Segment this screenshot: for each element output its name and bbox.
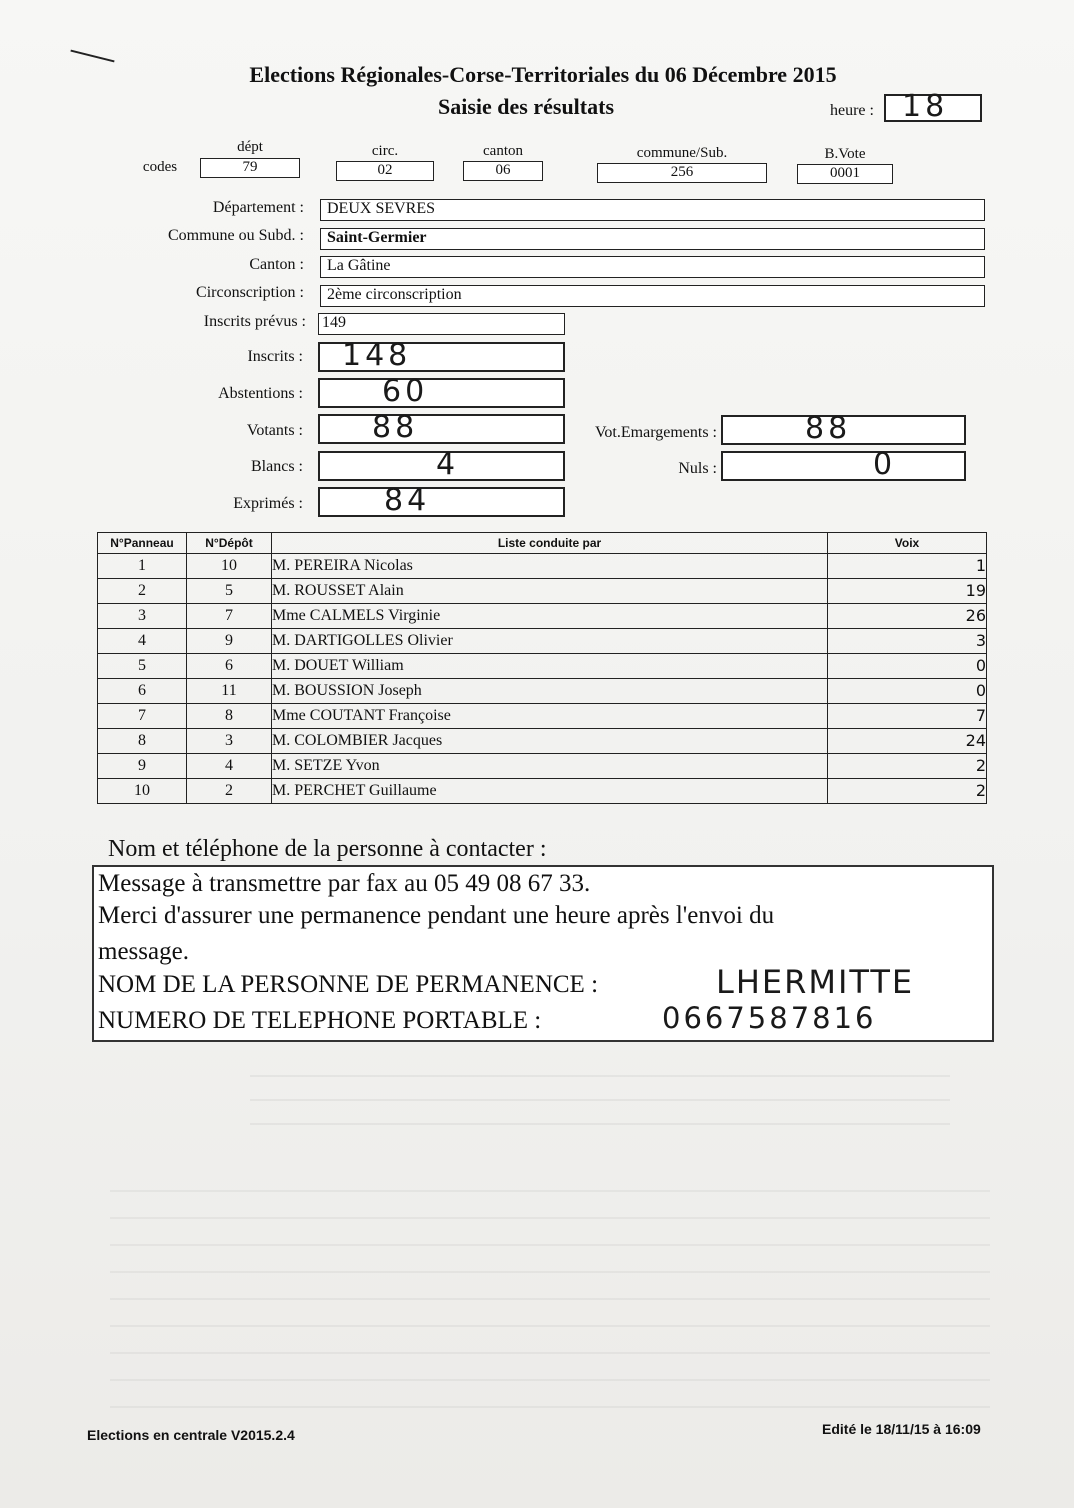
table-row <box>98 729 987 754</box>
row-voix[interactable]: 2 <box>828 779 987 804</box>
canton-code-label: canton <box>483 143 523 159</box>
row-voix[interactable]: 2 <box>828 754 987 779</box>
row-liste-name: M. COLOMBIER Jacques <box>272 729 828 754</box>
permanence-instruction-end: message. <box>98 938 189 965</box>
inscrits-prevus-value: 149 <box>322 314 346 331</box>
page-title: Elections Régionales-Corse-Territoriales du 06 Décembre 2015 <box>249 62 837 87</box>
contact-heading: Nom et téléphone de la personne à contacter : <box>108 836 547 862</box>
row-depot: 11 <box>187 679 272 704</box>
col-header-voix: Voix <box>828 533 987 554</box>
row-voix[interactable]: 3 <box>828 629 987 654</box>
commune-value: Saint-Germier <box>327 229 427 246</box>
votants-value: 88 <box>372 410 419 445</box>
row-liste-name: M. DARTIGOLLES Olivier <box>272 629 828 654</box>
commune-code-value: 256 <box>670 164 694 180</box>
footer-edition-date: Edité le 18/11/15 à 16:09 <box>822 1421 981 1437</box>
row-panneau: 10 <box>98 779 187 804</box>
abstentions-label: Abstentions : <box>218 385 303 402</box>
dept-code-field[interactable] <box>200 158 300 178</box>
departement-label: Département : <box>212 199 304 216</box>
bvote-code-label: B.Vote <box>824 146 866 162</box>
canton-code-value: 06 <box>495 162 511 178</box>
row-depot: 8 <box>187 704 272 729</box>
departement-value: DEUX SEVRES <box>327 200 436 217</box>
row-liste-name: M. BOUSSION Joseph <box>272 679 828 704</box>
table-row <box>98 604 987 629</box>
circonscription-label: Circonscription : <box>196 284 304 301</box>
row-voix[interactable]: 0 <box>828 679 987 704</box>
table-row <box>98 679 987 704</box>
nom-permanence-value[interactable]: LHERMITTE <box>716 963 915 1001</box>
canton-label: Canton : <box>249 256 304 273</box>
row-voix[interactable]: 7 <box>828 704 987 729</box>
canton-field[interactable] <box>320 256 985 278</box>
fax-instruction: Message à transmettre par fax au 05 49 08 67 33. <box>98 870 591 897</box>
codes-label: codes <box>142 159 178 175</box>
table-row <box>98 579 987 604</box>
circ-code-field[interactable] <box>336 161 434 181</box>
row-depot: 4 <box>187 754 272 779</box>
results-table-header <box>98 533 987 554</box>
inscrits-label: Inscrits : <box>247 348 303 365</box>
row-panneau: 3 <box>98 604 187 629</box>
row-liste-name: M. DOUET William <box>272 654 828 679</box>
permanence-instruction: Merci d'assurer une permanence pendant une heure après l'envoi du <box>98 902 775 929</box>
bvote-code-value: 0001 <box>830 165 860 181</box>
blancs-label: Blancs : <box>251 458 303 475</box>
nuls-label: Nuls : <box>678 460 717 477</box>
inscrits-field[interactable] <box>318 338 565 373</box>
circonscription-value: 2ème circonscription <box>327 286 462 303</box>
row-voix[interactable]: 1 <box>828 554 987 579</box>
pen-stroke-mark <box>70 50 114 63</box>
heure-value: 18 <box>902 89 949 124</box>
commune-code-field[interactable] <box>597 163 767 183</box>
row-liste-name: Mme CALMELS Virginie <box>272 604 828 629</box>
row-panneau: 2 <box>98 579 187 604</box>
page-subtitle: Saisie des résultats <box>438 94 614 119</box>
vot-emargements-value: 88 <box>805 411 852 446</box>
exprimes-value: 84 <box>384 483 431 518</box>
circ-code-label: circ. <box>371 143 399 159</box>
row-panneau: 6 <box>98 679 187 704</box>
blancs-field[interactable] <box>318 447 565 482</box>
telephone-value[interactable]: 0667587816 <box>662 1001 877 1035</box>
exprimes-field[interactable] <box>318 483 565 518</box>
row-panneau: 8 <box>98 729 187 754</box>
bvote-code-field[interactable] <box>797 164 893 184</box>
table-row <box>98 779 987 804</box>
canton-code-field[interactable] <box>463 161 543 181</box>
nuls-value: 0 <box>873 447 897 482</box>
row-voix[interactable]: 26 <box>828 604 987 629</box>
table-row <box>98 554 987 579</box>
heure-field[interactable] <box>884 89 982 124</box>
row-depot: 9 <box>187 629 272 654</box>
departement-field[interactable] <box>320 199 985 221</box>
nuls-field[interactable] <box>721 447 966 482</box>
col-header-depot: N°Dépôt <box>187 533 272 554</box>
row-liste-name: M. PERCHET Guillaume <box>272 779 828 804</box>
votants-label: Votants : <box>246 422 303 439</box>
col-header-liste: Liste conduite par <box>272 533 828 554</box>
table-row <box>98 654 987 679</box>
circonscription-field[interactable] <box>320 285 985 307</box>
row-depot: 7 <box>187 604 272 629</box>
canton-value: La Gâtine <box>327 257 391 274</box>
inscrits-prevus-label: Inscrits prévus : <box>203 313 306 330</box>
row-panneau: 4 <box>98 629 187 654</box>
commune-code-label: commune/Sub. <box>636 145 728 161</box>
table-row <box>98 704 987 729</box>
footer-version: Elections en centrale V2015.2.4 <box>87 1427 295 1443</box>
dept-code-value: 79 <box>242 159 258 175</box>
vot-emargements-label: Vot.Emargements : <box>594 424 717 441</box>
inscrits-value: 148 <box>342 338 412 373</box>
abstentions-value: 60 <box>382 374 429 409</box>
contact-message-box <box>92 865 994 1042</box>
bleed-through-block <box>110 1190 990 1410</box>
bleed-through-lines <box>250 1075 950 1145</box>
votants-field[interactable] <box>318 410 565 445</box>
blancs-value: 4 <box>436 447 460 482</box>
col-header-panneau: N°Panneau <box>98 533 187 554</box>
row-liste-name: M. ROUSSET Alain <box>272 579 828 604</box>
circ-code-value: 02 <box>377 162 393 178</box>
row-voix[interactable]: 19 <box>828 579 987 604</box>
table-row <box>98 629 987 654</box>
commune-field[interactable] <box>320 228 985 250</box>
row-depot: 3 <box>187 729 272 754</box>
row-voix[interactable]: 24 <box>828 729 987 754</box>
telephone-label: NUMERO DE TELEPHONE PORTABLE : <box>98 1007 542 1034</box>
row-voix[interactable]: 0 <box>828 654 987 679</box>
row-liste-name: M. SETZE Yvon <box>272 754 828 779</box>
table-row <box>98 754 987 779</box>
results-table <box>97 532 987 804</box>
row-depot: 5 <box>187 579 272 604</box>
abstentions-field[interactable] <box>318 374 565 409</box>
row-panneau: 5 <box>98 654 187 679</box>
dept-code-label: dépt <box>237 139 263 155</box>
row-panneau: 9 <box>98 754 187 779</box>
exprimes-label: Exprimés : <box>233 495 303 512</box>
row-depot: 10 <box>187 554 272 579</box>
inscrits-prevus-field[interactable] <box>318 313 565 335</box>
row-liste-name: M. PEREIRA Nicolas <box>272 554 828 579</box>
row-liste-name: Mme COUTANT Françoise <box>272 704 828 729</box>
row-panneau: 1 <box>98 554 187 579</box>
heure-label: heure : <box>830 102 874 119</box>
commune-label: Commune ou Subd. : <box>167 227 304 244</box>
vot-emargements-field[interactable] <box>721 411 966 446</box>
row-depot: 6 <box>187 654 272 679</box>
row-depot: 2 <box>187 779 272 804</box>
row-panneau: 7 <box>98 704 187 729</box>
nom-permanence-label: NOM DE LA PERSONNE DE PERMANENCE : <box>98 971 599 998</box>
